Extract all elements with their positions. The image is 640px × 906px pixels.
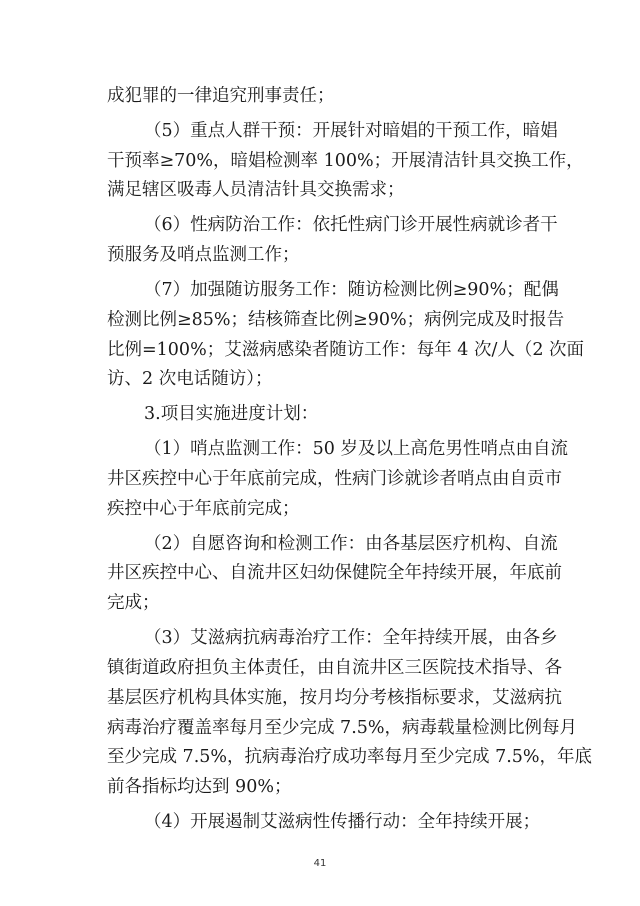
text-line-19: 镇街道政府担负主体责任，由自流井区三医院技术指导、各 [107,658,562,678]
text-line-7: （7）加强随访服务工作：随访检测比例≥90%；配偶 [144,280,559,300]
text-line-11: 3.项目实施进度计划： [144,404,319,424]
text-line-21: 病毒治疗覆盖率每月至少完成 7.5%，病毒载量检测比例每月 [107,718,578,738]
text-line-9: 比例=100%；艾滋病感染者随访工作：每年 4 次/人（2 次面 [107,340,585,360]
text-line-1: 成犯罪的一律追究刑事责任； [107,86,335,106]
text-line-16: 井区疾控中心、自流井区妇幼保健院全年持续开展，年底前 [107,563,562,583]
text-line-18: （3）艾滋病抗病毒治疗工作：全年持续开展，由各乡 [144,628,558,648]
page-number: 41 [313,858,327,869]
text-line-15: （2）自愿咨询和检测工作：由各基层医疗机构、自流 [144,534,558,554]
text-line-2: （5）重点人群干预：开展针对暗娼的干预工作，暗娼 [144,121,558,141]
text-line-6: 预服务及哨点监测工作； [107,245,300,265]
text-line-23: 前各指标均达到 90%； [107,777,292,797]
text-line-22: 至少完成 7.5%，抗病毒治疗成功率每月至少完成 7.5%，年底 [107,747,593,767]
text-line-14: 疾控中心于年底前完成； [107,499,300,519]
text-line-17: 完成； [107,593,160,613]
text-line-5: （6）性病防治工作：依托性病门诊开展性病就诊者干 [144,215,558,235]
text-line-24: （4）开展遏制艾滋病性传播行动：全年持续开展； [144,812,541,832]
text-line-4: 满足辖区吸毒人员清洁针具交换需求； [107,180,405,200]
text-line-3: 干预率≥70%，暗娼检测率 100%；开展清洁针具交换工作， [107,151,584,171]
text-line-8: 检测比例≥85%；结核筛查比例≥90%；病例完成及时报告 [107,310,565,330]
text-line-12: （1）哨点监测工作：50 岁及以上高危男性哨点由自流 [144,439,568,459]
text-line-20: 基层医疗机构具体实施，按月均分考核指标要求，艾滋病抗 [107,688,562,708]
text-line-13: 井区疾控中心于年底前完成，性病门诊就诊者哨点由自贡市 [107,469,562,489]
text-line-10: 访、2 次电话随访）； [107,369,273,389]
